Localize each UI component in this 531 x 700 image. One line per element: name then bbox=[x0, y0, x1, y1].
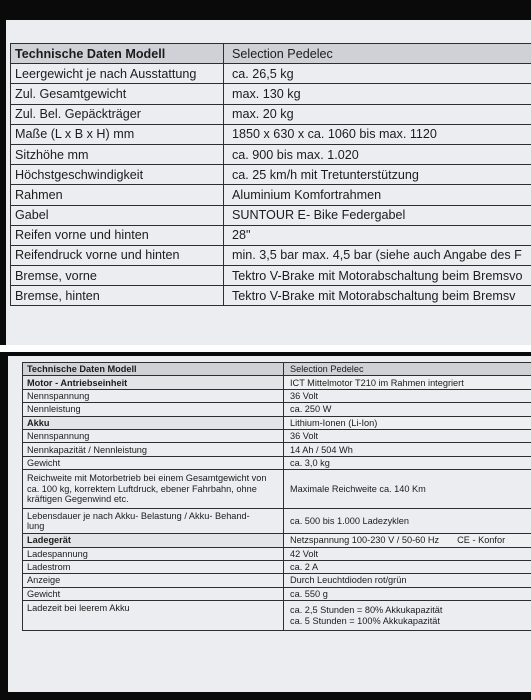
row-value: 36 Volt bbox=[284, 429, 531, 442]
row-value: Aluminium Komfortrahmen bbox=[224, 185, 531, 205]
table-row-lifetime bbox=[23, 509, 531, 534]
section-value: Lithium-Ionen (Li-Ion) bbox=[284, 416, 531, 429]
row-value: max. 130 kg bbox=[224, 84, 531, 104]
row-value: min. 3,5 bar max. 4,5 bar (siehe auch Angabe des F bbox=[224, 245, 531, 265]
row-label: Reifendruck vorne und hinten bbox=[11, 245, 224, 265]
table-row bbox=[11, 225, 531, 245]
section-akku bbox=[23, 416, 531, 429]
row-value: ca. 2 A bbox=[284, 560, 531, 573]
table-row bbox=[11, 286, 531, 306]
section-title: Akku bbox=[23, 416, 284, 429]
row-value: 1850 x 630 x ca. 1060 bis max. 1120 bbox=[224, 124, 531, 144]
row-label: Gewicht bbox=[23, 587, 284, 600]
row-label: Nennspannung bbox=[23, 389, 284, 402]
row-label: Ladezeit bei leerem Akku bbox=[23, 601, 284, 631]
row-label: Höchstgeschwindigkeit bbox=[11, 165, 224, 185]
row-value: ca. 900 bis max. 1.020 bbox=[224, 144, 531, 164]
row-label: Sitzhöhe mm bbox=[11, 144, 224, 164]
row-value: SUNTOUR E- Bike Federgabel bbox=[224, 205, 531, 225]
row-value: ca. 26,5 kg bbox=[224, 64, 531, 84]
charger-ce-note: CE - Konfor bbox=[457, 535, 506, 546]
table-row bbox=[23, 587, 531, 600]
section-motor bbox=[23, 376, 531, 389]
row-label: Reifen vorne und hinten bbox=[11, 225, 224, 245]
row-label: Zul. Gesamtgewicht bbox=[11, 84, 224, 104]
row-value: ca. 25 km/h mit Tretunterstützung bbox=[224, 165, 531, 185]
label-line: Reichweite mit Motorbetrieb bei einem Gesamtgewicht von bbox=[27, 473, 267, 484]
row-value: ca. 3,0 kg bbox=[284, 456, 531, 469]
table-row bbox=[11, 205, 531, 225]
row-value: Durch Leuchtdioden rot/grün bbox=[284, 574, 531, 587]
table-header bbox=[11, 44, 531, 64]
table-row bbox=[11, 245, 531, 265]
row-value: ca. 550 g bbox=[284, 587, 531, 600]
row-value: ca. 250 W bbox=[284, 403, 531, 416]
row-value: 36 Volt bbox=[284, 389, 531, 402]
value-line: ca. 2,5 Stunden = 80% Akkukapazität bbox=[290, 605, 443, 615]
section-value: ICT Mittelmotor T210 im Rahmen integriert bbox=[284, 376, 531, 389]
row-value: max. 20 kg bbox=[224, 104, 531, 124]
row-label: Zul. Bel. Gepäckträger bbox=[11, 104, 224, 124]
table-row bbox=[11, 124, 531, 144]
spec-sheet-top bbox=[6, 20, 531, 345]
header-value: Selection Pedelec bbox=[224, 44, 531, 64]
row-label: Anzeige bbox=[23, 574, 284, 587]
table-row bbox=[11, 266, 531, 286]
table-row bbox=[11, 64, 531, 84]
header-label: Technische Daten Modell bbox=[23, 363, 284, 376]
row-label: Gabel bbox=[11, 205, 224, 225]
row-value: 28" bbox=[224, 225, 531, 245]
section-title: Ladegerät bbox=[23, 534, 284, 547]
spec-table-top bbox=[10, 43, 531, 306]
header-value: Selection Pedelec bbox=[284, 363, 531, 376]
label-line: ca. 100 kg, korrektem Luftdruck, ebener Fahrbahn, ohne bbox=[27, 483, 257, 494]
table-header bbox=[23, 363, 531, 376]
table-row bbox=[23, 574, 531, 587]
table-row bbox=[23, 403, 531, 416]
row-label: Nennspannung bbox=[23, 429, 284, 442]
table-row bbox=[23, 443, 531, 456]
row-label: Bremse, vorne bbox=[11, 266, 224, 286]
row-label bbox=[23, 470, 284, 509]
table-row bbox=[23, 560, 531, 573]
photo-top bbox=[0, 0, 531, 345]
spec-table-bottom bbox=[22, 362, 531, 631]
row-label: Maße (L x B x H) mm bbox=[11, 124, 224, 144]
table-row bbox=[11, 165, 531, 185]
photo-bottom bbox=[0, 352, 531, 700]
table-row bbox=[23, 389, 531, 402]
section-value bbox=[284, 534, 531, 547]
table-row-range bbox=[23, 470, 531, 509]
row-label: Ladespannung bbox=[23, 547, 284, 560]
header-label: Technische Daten Modell bbox=[11, 44, 224, 64]
row-value: Tektro V-Brake mit Motorabschaltung beim Bremsv bbox=[224, 286, 531, 306]
table-row bbox=[11, 144, 531, 164]
label-line: kräftigen Gegenwind etc. bbox=[27, 494, 129, 505]
row-value: Tektro V-Brake mit Motorabschaltung beim Bremsvo bbox=[224, 266, 531, 286]
row-value: 14 Ah / 504 Wh bbox=[284, 443, 531, 456]
value-line: ca. 5 Stunden = 100% Akkukapazität bbox=[290, 615, 440, 626]
table-row bbox=[23, 429, 531, 442]
table-row-charge-time bbox=[23, 601, 531, 631]
spec-sheet-bottom bbox=[8, 356, 531, 692]
table-row bbox=[11, 104, 531, 124]
label-line: lung bbox=[27, 521, 45, 532]
row-label: Ladestrom bbox=[23, 560, 284, 573]
row-label: Nennkapazität / Nennleistung bbox=[23, 443, 284, 456]
table-row bbox=[23, 456, 531, 469]
table-row bbox=[11, 185, 531, 205]
row-value: 42 Volt bbox=[284, 547, 531, 560]
row-label: Nennleistung bbox=[23, 403, 284, 416]
section-title: Motor - Antriebseinheit bbox=[23, 376, 284, 389]
row-label bbox=[23, 509, 284, 534]
row-label: Rahmen bbox=[11, 185, 224, 205]
row-label: Bremse, hinten bbox=[11, 286, 224, 306]
row-label: Leergewicht je nach Ausstattung bbox=[11, 64, 224, 84]
row-value bbox=[284, 601, 531, 631]
label-line: Lebensdauer je nach Akku- Belastung / Akku- Behand- bbox=[27, 510, 250, 521]
row-label: Gewicht bbox=[23, 456, 284, 469]
row-value: Maximale Reichweite ca. 140 Km bbox=[284, 470, 531, 509]
charger-voltage: Netzspannung 100-230 V / 50-60 Hz bbox=[290, 535, 440, 546]
section-charger bbox=[23, 534, 531, 547]
table-row bbox=[11, 84, 531, 104]
table-row bbox=[23, 547, 531, 560]
row-value: ca. 500 bis 1.000 Ladezyklen bbox=[284, 509, 531, 534]
